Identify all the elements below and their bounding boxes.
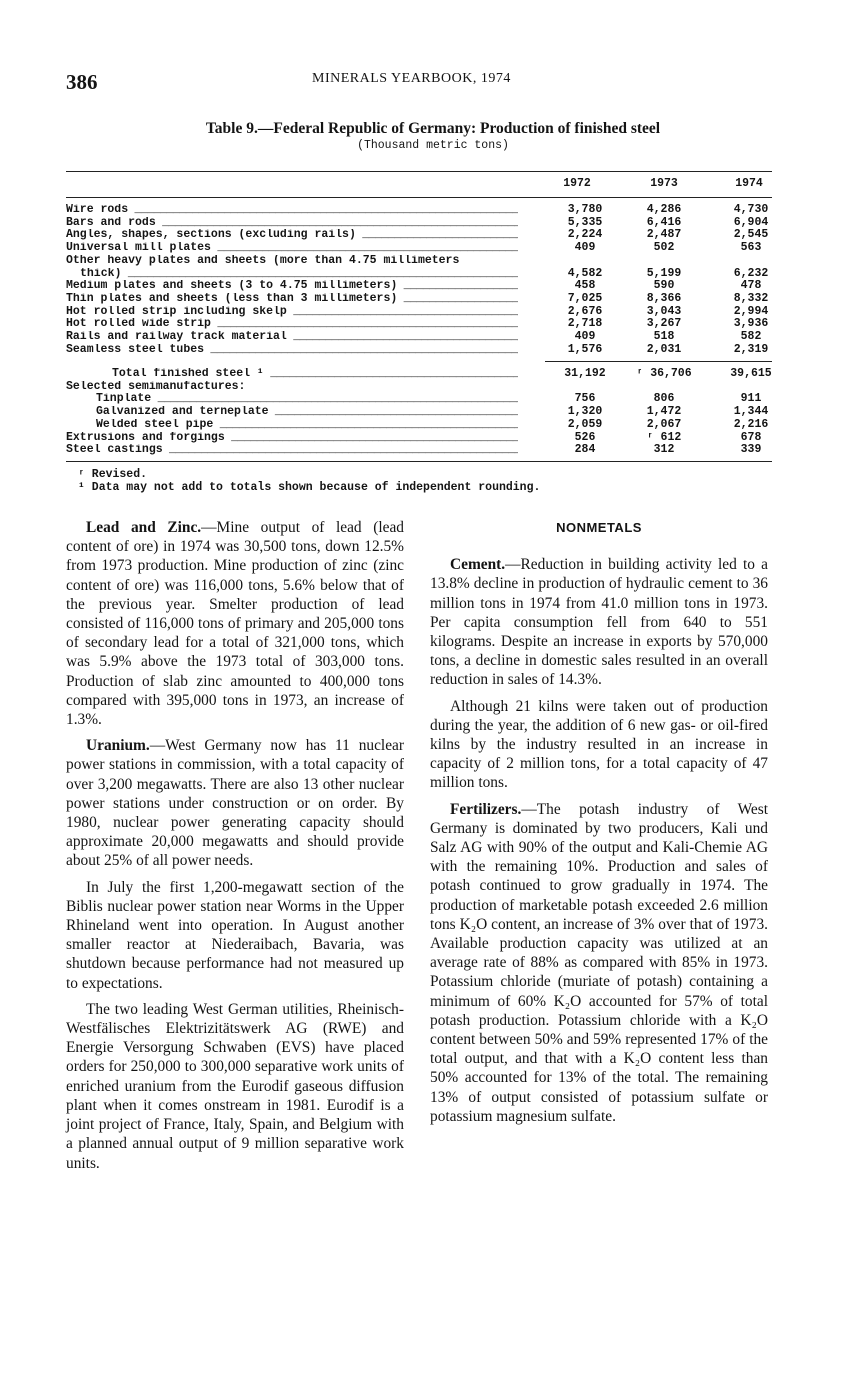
cell-1973: 3,267 [646, 317, 682, 331]
cell-1972: 5,335 [567, 215, 603, 229]
row-label: Universal mill plates _____ [66, 242, 518, 255]
row-label: Seamless steel tubes _____ [66, 344, 518, 357]
total-rule [545, 361, 772, 362]
table-row-total [0, 368, 866, 381]
paragraph-uranium: Uranium.—West Germany now has 11 nuclear power stations in commission, with a total capacity of over 3,200 megawatts. There are also 13 other nuclear power stations under construction or on order. By 1980, nuclear power generating capacity should approximate 20,000 megawatts and should provide about 25% of all power needs. [66, 737, 404, 870]
cell-1973: 2,487 [646, 228, 682, 242]
table-row [0, 331, 866, 344]
table-row [0, 344, 866, 357]
cell-1974: 2,994 [733, 304, 769, 318]
cell-1973: ʳ 36,706 [636, 367, 692, 380]
table-row [0, 280, 866, 293]
cell-1972: 409 [574, 330, 596, 343]
cell-1974: 4,730 [733, 203, 769, 216]
table-row [0, 255, 866, 268]
cell-1972: 2,676 [567, 304, 603, 318]
cell-1974: 563 [740, 241, 762, 255]
cell-1972: 3,780 [567, 203, 603, 216]
paragraph-cement: Cement.—Reduction in building activity led to a 13.8% decline in production of hydraulic cement to 36 million tons in 1974 from 41.0 million tons in 1973. Per capita consumption fell from 640 to 551 kilograms. Despite an increase in exports by 570,000 tons, a decline in domestic sales resulted in an overall reduction in sales of 14.3%. [430, 556, 768, 689]
cell-1973: 2,031 [646, 342, 682, 356]
cell-1973: 312 [653, 443, 675, 457]
cell-1972: 284 [574, 443, 596, 457]
paragraph-biblis: In July the first 1,200-megawatt section of the Biblis nuclear power station near Worms in the Upper Rhineland went into operation. In August another smaller reactor at Niederaibach, Bavaria, was shutdown because performance had not measured up to expectations. [66, 878, 404, 992]
cell-1973: 1,472 [646, 405, 682, 419]
table-subtitle: (Thousand metric tons) [357, 139, 509, 152]
row-label: Hot rolled wide strip _____ [66, 318, 518, 331]
row-label: thick) _____ [80, 268, 518, 281]
cell-1973: ʳ 612 [646, 430, 682, 444]
cell-1974: 478 [740, 279, 762, 293]
table-row [0, 318, 866, 331]
heading-fertilizers: Fertilizers. [450, 800, 522, 818]
table-row [0, 432, 866, 445]
column-header-1973: 1973 [650, 177, 678, 190]
table-header-rule [66, 197, 772, 198]
row-label: Wire rods _____ [66, 204, 518, 217]
cell-1974: 2,216 [733, 417, 769, 431]
cell-1974: 582 [740, 330, 762, 343]
table-row [0, 268, 866, 281]
table-row [0, 293, 866, 306]
cell-1972: 2,224 [567, 228, 603, 242]
right-column [430, 518, 768, 1133]
cell-1973: 3,043 [646, 304, 682, 318]
cell-1974: 3,936 [733, 317, 769, 331]
heading-cement: Cement. [450, 556, 506, 574]
heading-uranium: Uranium. [86, 737, 150, 755]
cell-1974: 2,319 [733, 342, 769, 356]
paragraph-lead-zinc: Lead and Zinc.—Mine output of lead (lead content of ore) in 1974 was 30,500 tons, down 12.5% from 1973 production. Mine production of zinc (zinc content of ore) was 116,000 tons, 5.6% below that of the previous year. Smelter production of lead consisted of 116,000 tons of primary and 205,000 tons of secondary lead for a total of 321,000 tons, which was 5.9% above the 1973 total of 303,000 tons. Production of slab zinc amounted to 400,000 tons compared with 395,000 tons in 1973, an increase of 1.3%. [66, 519, 404, 729]
cell-1974: 2,545 [733, 228, 769, 242]
cell-1972: 4,582 [567, 266, 603, 280]
row-label: Thin plates and sheets (less than 3 millimeters) _____ [66, 293, 518, 306]
cell-1974: 678 [740, 430, 762, 444]
cell-1974: 6,904 [733, 215, 769, 229]
cell-1972: 2,059 [567, 417, 603, 431]
cell-1974: 911 [740, 392, 762, 406]
footnote-rounding: ¹ Data may not add to totals shown because of independent rounding. [78, 481, 541, 494]
cell-1974: 8,332 [733, 291, 769, 305]
table-title: Table 9.—Federal Republic of Germany: Production of finished steel [205, 120, 661, 137]
table-bottom-rule [66, 461, 772, 462]
cell-1972: 458 [574, 279, 596, 293]
row-label: Bars and rods _____ [66, 217, 518, 230]
cell-1972: 31,192 [564, 367, 606, 380]
cell-1972: 756 [574, 392, 596, 406]
cell-1973: 590 [653, 279, 675, 293]
table-row [0, 406, 866, 419]
cell-1972: 526 [574, 430, 596, 444]
row-label: Rails and railway track material _____ [66, 331, 518, 344]
cell-1973: 2,067 [646, 417, 682, 431]
cell-1972: 2,718 [567, 317, 603, 331]
row-label: Medium plates and sheets (3 to 4.75 millimeters) _____ [66, 280, 518, 293]
cell-1973: 4,286 [646, 203, 682, 216]
cell-1973: 8,366 [646, 291, 682, 305]
cell-1974: 6,232 [733, 266, 769, 280]
cell-1972: 7,025 [567, 291, 603, 305]
row-label: Hot rolled strip including skelp _____ [66, 306, 518, 319]
table-subheading [0, 381, 866, 394]
table-row [0, 204, 866, 217]
cell-1974: 339 [740, 443, 762, 457]
column-header-1972: 1972 [563, 177, 591, 190]
row-label: Total finished steel ¹ _____ [112, 368, 518, 381]
row-label: Other heavy plates and sheets (more than 4.75 millimeters [66, 254, 460, 267]
cell-1972: 1,320 [567, 405, 603, 419]
heading-lead-zinc: Lead and Zinc. [86, 519, 202, 536]
paragraph-kilns: Although 21 kilns were taken out of production during the year, the addition of 6 new gas- or oil-fired kilns by the industry resulted in an increase in capacity of 2 million tons, for a total capacity of 47 million tons. [430, 697, 768, 792]
running-title: MINERALS YEARBOOK, 1974 [312, 71, 511, 86]
cell-1973: 502 [653, 241, 675, 255]
paragraph-fertilizers: Fertilizers.—The potash industry of West Germany is dominated by two producers, Kali und Salz AG with 90% of the output and Kali-Chemie AG with the remaining 10%. Production and sales of potash continued to grow gradually in 1974. The production of marketable potash exceeded 2.6 million tons K₂O content, an increase of 3% over that of 1973. Available production capacity was utilized at an average rate of 88% as compared with 85% in 1973. Potassium chloride (muriate of potash) containing a minimum of 60% K₂O accounted for 57% of total potash production. Potassium chloride with a K₂O content between 50% and 59% represented 17% of the total output, and that with a K₂O content less than 50% accounted for 13% of the total. The remaining 13% of output consisted of potassium sulfate or potassium magnesium sulfate. [430, 800, 768, 1125]
table-row [0, 419, 866, 432]
cell-1973: 518 [653, 330, 675, 343]
cell-1972: 1,576 [567, 342, 603, 356]
row-label: Tinplate _____ [96, 393, 518, 406]
table-row [0, 242, 866, 255]
row-label: Welded steel pipe _____ [96, 419, 518, 432]
left-column [66, 518, 404, 1180]
row-label: Angles, shapes, sections (excluding rails) _____ [66, 229, 518, 242]
row-label: Selected semimanufactures: [66, 380, 246, 393]
cell-1973: 806 [653, 392, 675, 406]
row-label: Galvanized and terneplate _____ [96, 406, 518, 419]
footnote-revised: ʳ Revised. [78, 468, 148, 481]
table-row [0, 444, 866, 457]
table-top-rule [66, 171, 772, 172]
column-header-1974: 1974 [735, 177, 763, 190]
cell-1974: 39,615 [730, 367, 772, 380]
paragraph-eurodif: The two leading West German utilities, Rheinisch-Westfälisches Elektrizitätswerk AG (RWE) and Energie Versorgung Schwaben (EVS) have placed orders for 250,000 to 300,000 separative work units of enriched uranium from the Eurodif gaseous diffusion plant when it comes onstream in 1981. Eurodif is a joint project of France, Italy, Spain, and Belgium with a planned annual output of 9 million separative work units. [66, 1000, 404, 1172]
table-row [0, 229, 866, 242]
row-label: Extrusions and forgings _____ [66, 432, 518, 445]
page-number: 386 [66, 70, 98, 94]
cell-1974: 1,344 [733, 405, 769, 419]
cell-1972: 409 [574, 241, 596, 255]
row-label: Steel castings _____ [66, 444, 518, 457]
cell-1973: 5,199 [646, 266, 682, 280]
section-heading-nonmetals: NONMETALS [556, 520, 642, 535]
cell-1973: 6,416 [646, 215, 682, 229]
